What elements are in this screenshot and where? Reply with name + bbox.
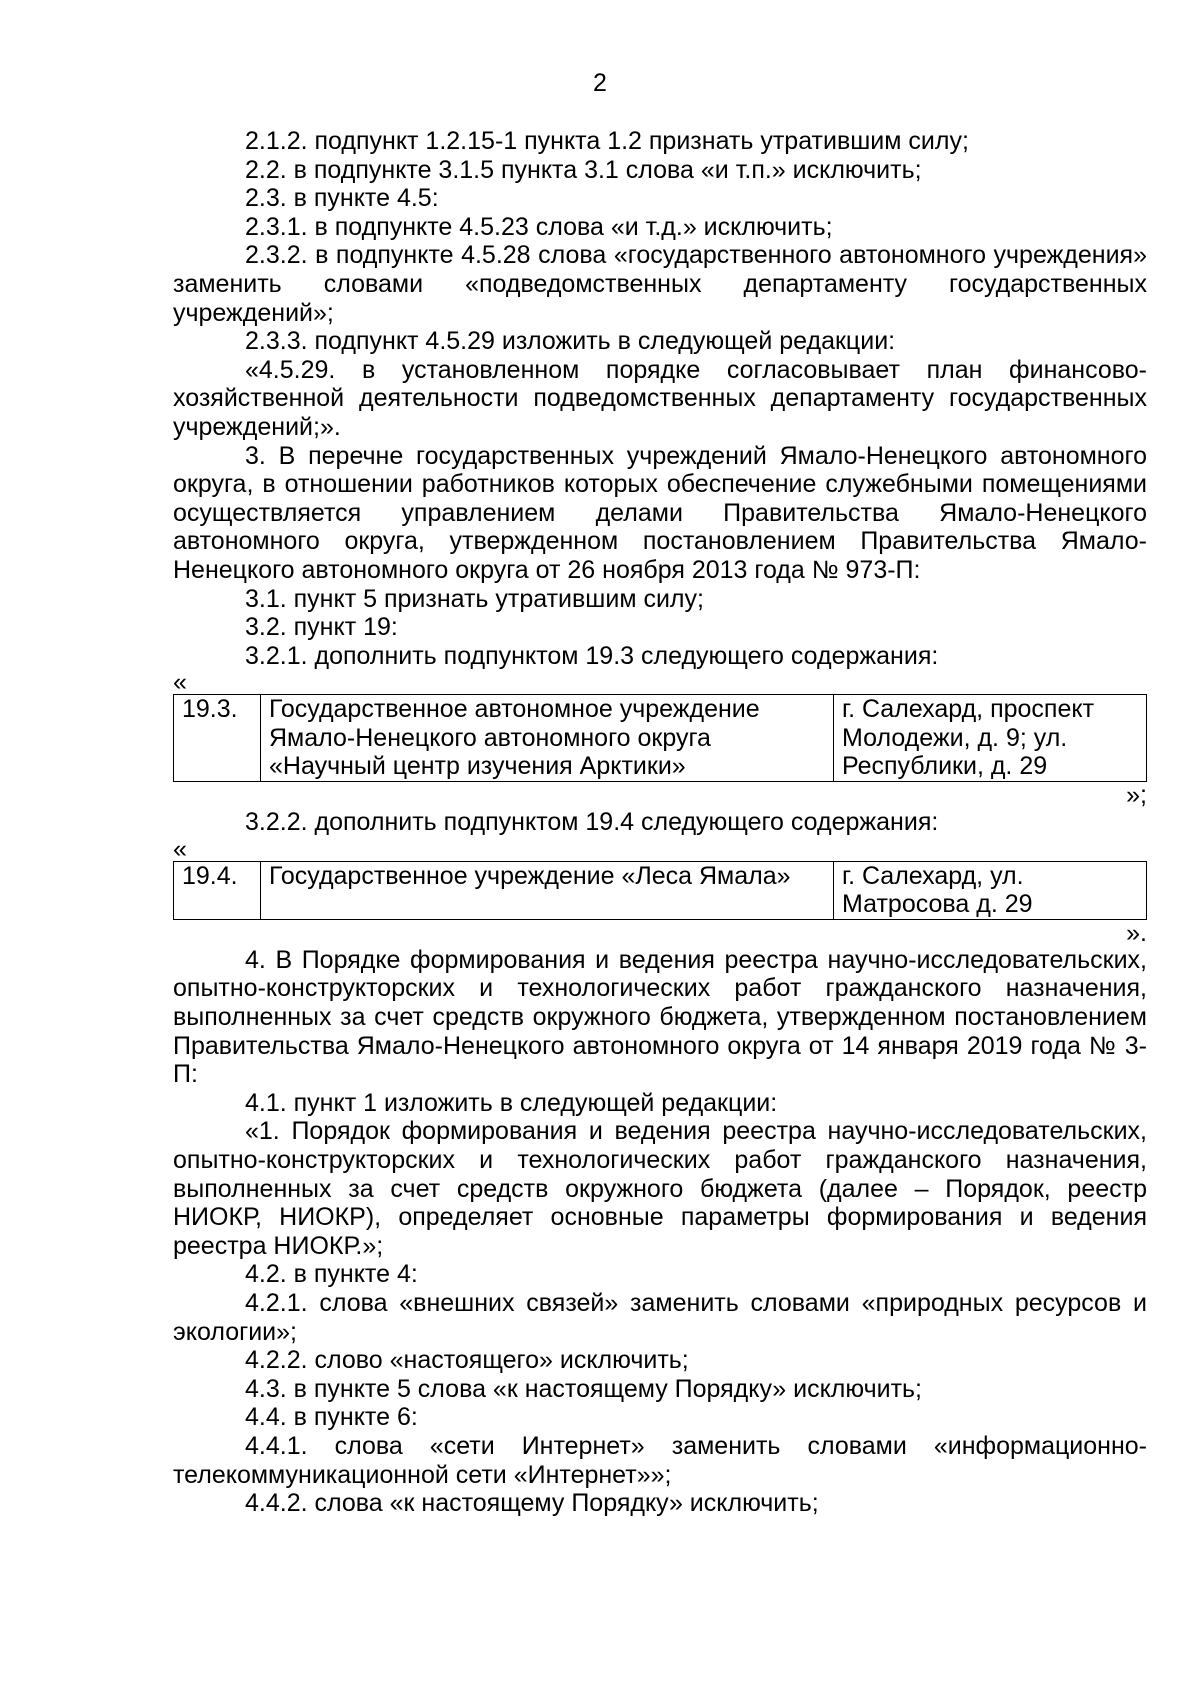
paragraph: 3.2.2. дополнить подпунктом 19.4 следующего содержания: bbox=[245, 808, 939, 837]
paragraph: 4.2.2. слово «настоящего» исключить; bbox=[245, 1346, 689, 1375]
paragraph: 3. В перечне государственных учреждений Ямало-Ненецкого автономного округа, в отношении работников которых обеспечение служебными помещениями осуществляется управлением делами Правительства Ямало-Ненецкого автономного округа, утвержденном постановлением Правительства Ямало-Ненецкого автономного округа от 26 ноября 2013 года № 973-П: bbox=[173, 441, 1147, 584]
paragraph: 4.1. пункт 1 изложить в следующей редакции: bbox=[245, 1088, 778, 1117]
paragraph: 4.3. в пункте 5 слова «к настоящему Порядку» исключить; bbox=[245, 1374, 922, 1403]
institution-name-cell: Государственное автономное учреждение Ямало-Ненецкого автономного округа «Научный центр изучения Арктики» bbox=[261, 695, 834, 782]
paragraph: 2.3. в пункте 4.5: bbox=[245, 184, 439, 213]
paragraph: 3.1. пункт 5 признать утратившим силу; bbox=[245, 584, 704, 613]
table-row bbox=[174, 861, 1147, 919]
table-row bbox=[174, 695, 1147, 782]
address-cell: г. Салехард, проспект Молодежи, д. 9; ул. Республики, д. 29 bbox=[834, 695, 1147, 782]
paragraph: 4.4. в пункте 6: bbox=[245, 1403, 418, 1432]
address-cell: г. Салехард, ул. Матросова д. 29 bbox=[834, 861, 1147, 919]
document-body bbox=[173, 127, 1147, 1518]
paragraph: 2.3.2. в подпункте 4.5.28 слова «государственного автономного учреждения» заменить словами «подведомственных департаменту государственных учреждений»; bbox=[173, 241, 1147, 327]
item-number-cell: 19.3. bbox=[174, 695, 261, 782]
paragraph: «4.5.29. в установленном порядке согласовывает план финансово-хозяйственной деятельности подведомственных департаменту государственных учреждений;». bbox=[173, 355, 1147, 441]
paragraph: 2.3.1. в подпункте 4.5.23 слова «и т.д.» исключить; bbox=[245, 212, 833, 241]
paragraph: 4.4.1. слова «сети Интернет» заменить словами «информационно-телекоммуникационной сети «Интернет»»; bbox=[173, 1431, 1147, 1489]
closing-quote: »; bbox=[1126, 781, 1147, 810]
paragraph: 3.2. пункт 19: bbox=[245, 613, 398, 642]
closing-quote: ». bbox=[1126, 918, 1147, 947]
item-number-cell: 19.4. bbox=[174, 861, 261, 919]
paragraph: 3.2.1. дополнить подпунктом 19.3 следующего содержания: bbox=[245, 641, 939, 670]
paragraph: 2.2. в подпункте 3.1.5 пункта 3.1 слова «и т.п.» исключить; bbox=[245, 155, 922, 184]
paragraph: 2.3.3. подпункт 4.5.29 изложить в следующей редакции: bbox=[245, 327, 896, 356]
paragraph: 4.4.2. слова «к настоящему Порядку» исключить; bbox=[245, 1489, 819, 1518]
institution-name-cell: Государственное учреждение «Леса Ямала» bbox=[261, 861, 834, 919]
page-number: 2 bbox=[593, 69, 607, 97]
insert-table-19-3 bbox=[173, 694, 1147, 782]
paragraph: 4.2.1. слова «внешних связей» заменить словами «природных ресурсов и экологии»; bbox=[173, 1288, 1147, 1346]
paragraph: 4. В Порядке формирования и ведения реестра научно-исследовательских, опытно-конструкторских и технологических работ гражданского назначения, выполненных за счет средств окружного бюджета, утвержденном постановлением Правительства Ямало-Ненецкого автономного округа от 14 января 2019 года № 3-П: bbox=[173, 945, 1147, 1089]
paragraph: «1. Порядок формирования и ведения реестра научно-исследовательских, опытно-конструкторских и технологических работ гражданского назначения, выполненных за счет средств окружного бюджета (далее – Порядок, реестр НИОКР, НИОКР), определяет основные параметры формирования и ведения реестра НИОКР.»; bbox=[173, 1117, 1147, 1260]
opening-quote: « bbox=[173, 834, 187, 863]
insert-table-19-4 bbox=[173, 861, 1147, 920]
paragraph: 4.2. в пункте 4: bbox=[245, 1260, 418, 1289]
paragraph: 2.1.2. подпункт 1.2.15-1 пункта 1.2 признать утратившим силу; bbox=[245, 127, 969, 155]
opening-quote: « bbox=[173, 668, 187, 697]
